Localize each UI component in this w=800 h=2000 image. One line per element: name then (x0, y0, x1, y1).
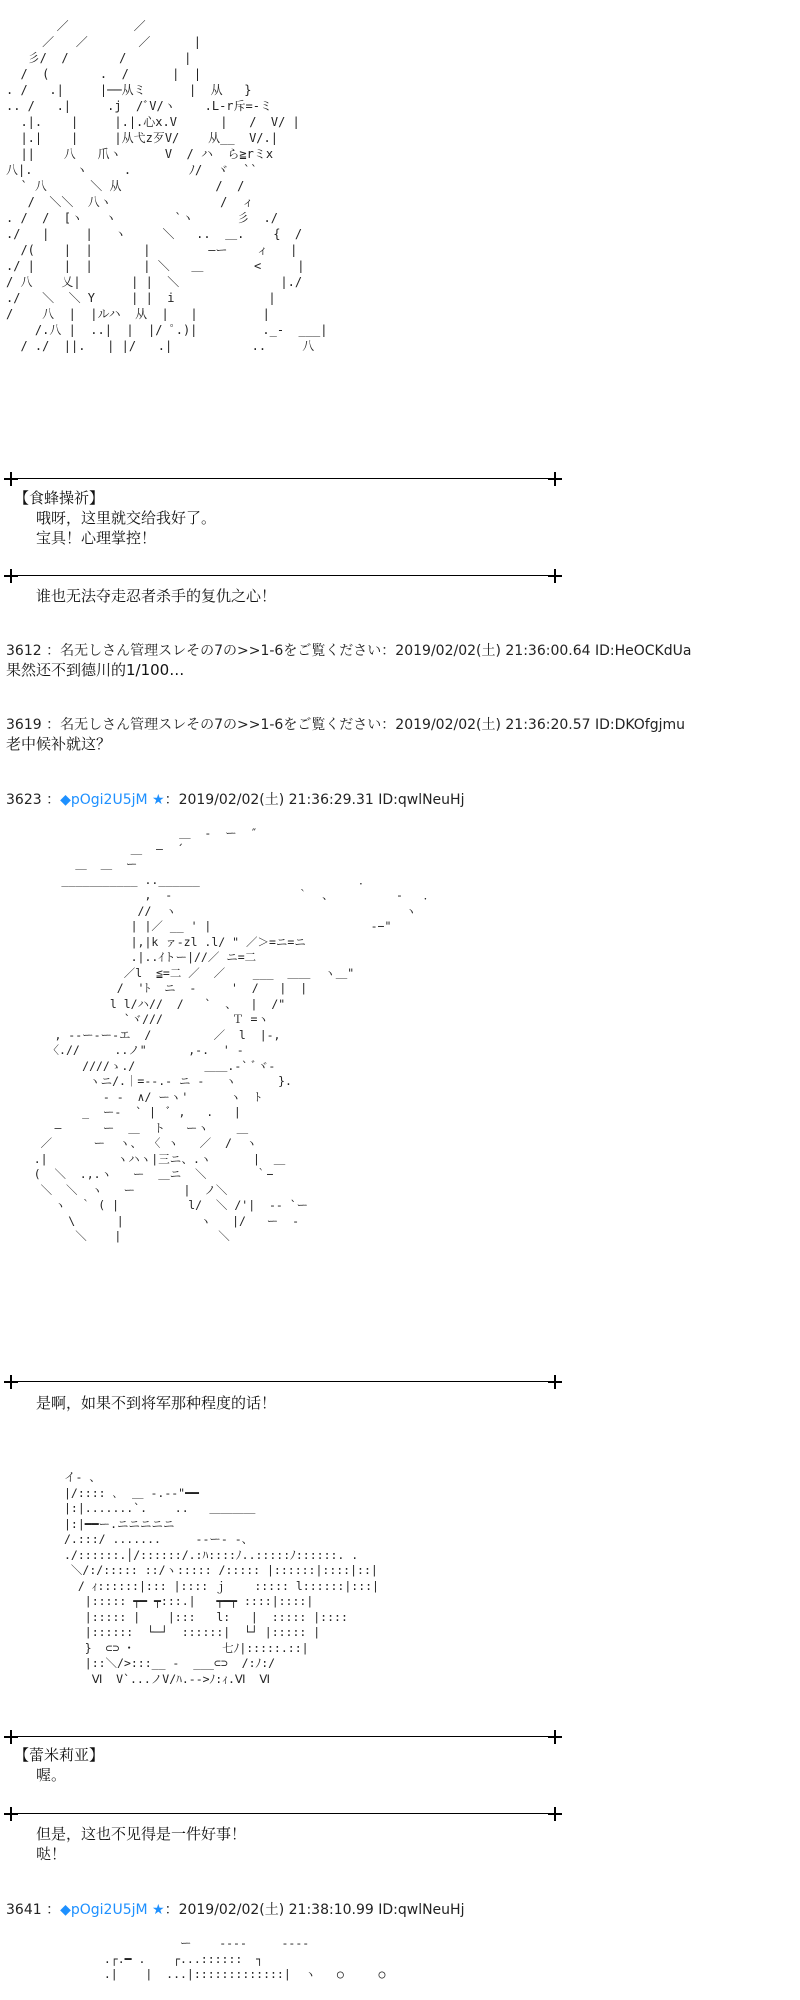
dialogue-block (14, 488, 216, 548)
divider-cross-left-icon (4, 1375, 18, 1389)
dialogue-line (36, 1393, 276, 1413)
dialogue-text: 是啊，如果不到将军那种程度的话！ (36, 1394, 277, 1412)
post-number: 3623 ： (6, 792, 61, 808)
dialogue-line: 但是，这也不见得是一件好事！ (36, 1825, 247, 1843)
divider-line (10, 478, 555, 479)
post-number: 3641 ： (6, 1902, 61, 1918)
divider-line (10, 1813, 555, 1814)
author-trip[interactable]: ◆pOgi2U5jM ★ (60, 1902, 165, 1918)
dialogue-text: 谁也无法夺走忍者杀手的复仇之心！ (36, 587, 277, 605)
post-timestamp-id: ：2019/02/02(土) 21:38:10.99 ID:qwlNeuHj (164, 1902, 465, 1918)
post-body: 果然还不到德川的1/100… (6, 661, 185, 679)
divider-cross-left-icon (4, 1807, 18, 1821)
divider-cross-right-icon (548, 1807, 562, 1821)
divider-cross-right-icon (548, 1730, 562, 1744)
divider-cross-right-icon (548, 1375, 562, 1389)
author-trip[interactable]: ◆pOgi2U5jM ★ (60, 792, 165, 808)
dialogue-block (36, 1824, 246, 1864)
post-header (6, 791, 464, 809)
speaker-name: 【食蜂操祈】 (14, 489, 105, 507)
divider-cross-left-icon (4, 1730, 18, 1744)
post-header: 3619 ：名无しさん管理スレその7の>>1-6をご覧ください：2019/02/02(土) 21:36:20.57 ID:DKOfgjmu (6, 717, 686, 733)
divider-line (10, 1381, 555, 1382)
divider-cross-left-icon (4, 569, 18, 583)
dialogue-line: 宝具！心理掌控！ (36, 529, 157, 547)
dialogue-line: 喔。 (36, 1766, 67, 1784)
divider-line (10, 575, 555, 576)
post-header: 3612 ：名无しさん管理スレその7の>>1-6をご覧ください：2019/02/02(土) 21:36:00.64 ID:HeOCKdUa (6, 643, 692, 659)
divider-cross-left-icon (4, 472, 18, 486)
divider-cross-right-icon (548, 569, 562, 583)
dialogue-line: 哒！ (36, 1845, 67, 1863)
dialogue-block (14, 1745, 104, 1785)
dialogue-line: 哦呀，这里就交给我好了。 (36, 509, 217, 527)
ascii-art-shokuhou: ／ ／ ／ ／ ／ | 彡/ / / | / ( . / | | . / .| |──从ミ | 从 } .. / .| .j /ﾞV/ヽ .L-r斥=-ミ .|. | |.|.心x.V | / V/ | |.| | |从弋z歹V/ 从__ V/.| || 八 爪ヽ V / ハ ら≧rミx 八|. ヽ . ﾉ/ ヾ `` ` 八 ＼ 从 / / / ＼＼ 八ヽ / ィ . / / [ヽ ヽ `ヽ 彡 ./ ./ | | ヽ ＼ .. ＿. { / /( | | | ―ー ィ | ./ | | | | ＼ ＿ < | / 八 乂| | | ＼ |./ ./ ＼ ＼ Y | | i | / 八 | |ルハ 从 | | | /.八 | ..| | |/ ﾟ.)| ._- ___| / ./ ||. | |/ .| .. 八 (6, 19, 328, 353)
divider-line (10, 1736, 555, 1737)
post-timestamp-id: ：2019/02/02(土) 21:36:29.31 ID:qwlNeuHj (164, 792, 465, 808)
speaker-name: 【蕾米莉亚】 (14, 1746, 105, 1764)
dialogue-line (36, 586, 276, 606)
ascii-art-remilia: イ- 、 |/:::: ､ ＿ -.-‐"━━ |:|.......`. .. ＿＿＿＿ |:|━━ー.ニニニニニ /.:::/ ....... ‐‐ー‐ ‐、 ./::::::.│/::::::/.:ﾊ::::ﾉ..:::::ﾉ::::::. . ＼/:/::::: ::/ヽ::::: /::::: |::::::|::::|::| / ｨ::::::|::: |:::: ｊ ::::: l::::::|:::| |::::: ┯━ ┯:::.| ┯━┯ ::::|::::| |::::: | |::: l: | ::::: |:::: |:::::: └─┘ ::::::| └┘ |::::: | } ⊂⊃ ･ 七ﾉ|:::::.::| |::＼/>:::__ - ___⊂⊃ /:ﾉ:/ Ⅵ V`...ノV/ﾊ.-->ﾉ:ｨ.Ⅵ Ⅵ (64, 1470, 379, 1686)
ascii-art-scene: ＿ - ー ″ ＿ ― ´ ＿ ＿ ー ___________ ..______ ． , - ｀ 、 ‐ ． // ヽ ヽ | |／ __ ' | -−" |,|k ァ-zl .l/ " ／＞=ニ=ニ .|..ｲトー|//／ ニ=二 ／l ≦=二 ／ ／ ___ ＿＿ ヽ＿" / 'ﾄ ニ - ' / | | l l/ハ// / ` 、 | /" `ヾ/// Ｔ =ヽ , --ー-ー-エ / ／ l |-, 〈.// ..ノ" ,-. ' - ////ゝ./ ＿＿.-` ﾞヾ- ヽニ/.｜=--.- ニ - ヽ }. - - ∧/ ーヽ' ヽ ﾄ _ ー- ` | ﾞ , . | ― ー ＿ ト ーヽ ＿ ／ ー ヽ、 〈 ヽ ／ / ヽ .| ヽハヽ|三ニ、.ヽ | ＿ ( ＼ .,.ヽ ー ＿ニ ＼ ｀− ＼ ＼ ヽ ー | ノ＼ ヽ ｀ ( | l/ ＼ /'| -- `ー \ | ヽ |/ ー ‐ ＼ | ＼ (33, 826, 436, 1243)
divider-cross-right-icon (548, 472, 562, 486)
ascii-art-partial: ー ‐‐‐‐ ‐‐‐‐ .┌.━ . ┌...:::::: ┐ .| | ...|:::::::::::::| ヽ ○ ○ (103, 1936, 386, 1981)
post-header (6, 1901, 464, 1919)
post-body: 老中候补就这？ (6, 735, 112, 753)
